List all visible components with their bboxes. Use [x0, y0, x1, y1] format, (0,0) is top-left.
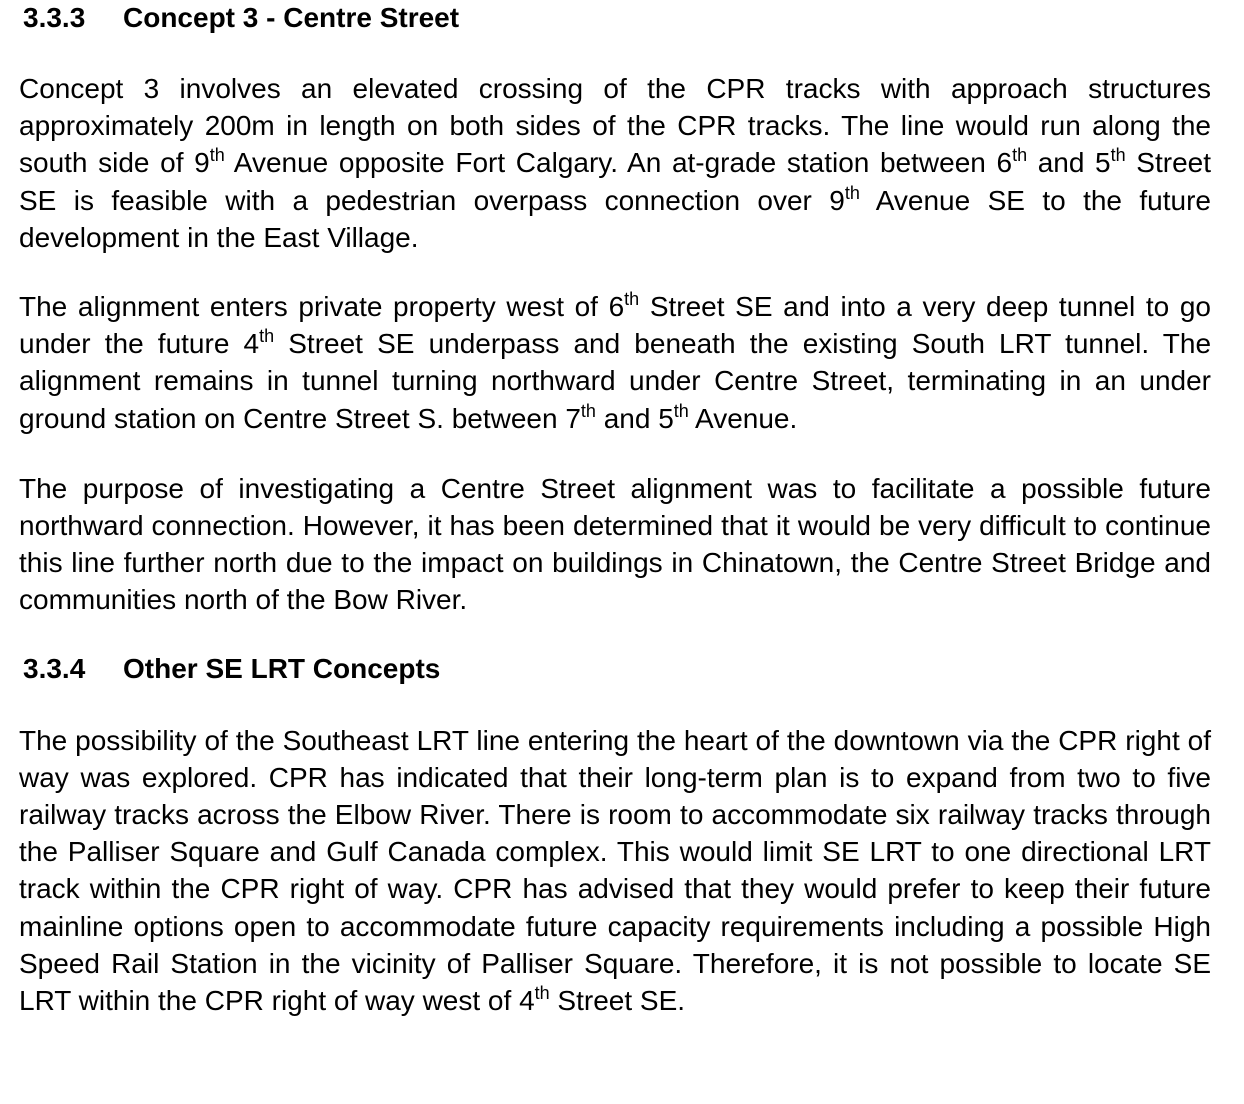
- paragraph-concept-3: Concept 3 involves an elevated crossing of the CPR tracks with approach structures approximately 200m in length on both sides of the CPR tracks. The line would run along the south side of 9th Avenue opposite Fort Calgary. An at-grade station between 6th and 5th Street SE is feasible with a pedestrian overpass connection over 9th Avenue SE to the future development in the East Village.: [19, 73, 1211, 253]
- section-heading-3-3-4: [19, 651, 1211, 687]
- section-number: 3.3.4: [23, 652, 86, 684]
- section-number: 3.3.3: [23, 2, 86, 33]
- paragraph-purpose: The purpose of investigating a Centre Street alignment was to facilitate a possible future northward connection. However, it has been determined that it would be very difficult to continue this line further north due to the impact on buildings in Chinatown, the Centre Street Bridge and communities north of the Bow River.: [19, 472, 1211, 616]
- section-title: Concept 3 - Centre Street: [123, 2, 460, 33]
- paragraph-alignment: The alignment enters private property west of 6th Street SE and into a very deep tunnel to go under the future 4th Street SE underpass and beneath the existing South LRT tunnel. The alignment remains in tunnel turning northward under Centre Street, terminating in an under ground station on Centre Street S. between 7th and 5th Avenue.: [19, 289, 1212, 434]
- document-page: [19, 0, 1211, 1019]
- paragraph-other-concepts: The possibility of the Southeast LRT line entering the heart of the downtown via the CPR right of way was explored. CPR has indicated that their long-term plan is to expand from two to five railway tracks across the Elbow River. There is room to accommodate six railway tracks through the Palliser Square and Gulf Canada complex. This would limit SE LRT to one directional LRT track within the CPR right of way. CPR has advised that they would prefer to keep their future mainline options open to accommodate future capacity requirements including a possible High Speed Rail Station in the vicinity of Palliser Square. Therefore, it is not possible to locate SE LRT within the CPR right of way west of 4th Street SE.: [19, 724, 1211, 1017]
- section-title: Other SE LRT Concepts: [123, 652, 441, 684]
- section-heading-3-3-3: [19, 0, 1211, 36]
